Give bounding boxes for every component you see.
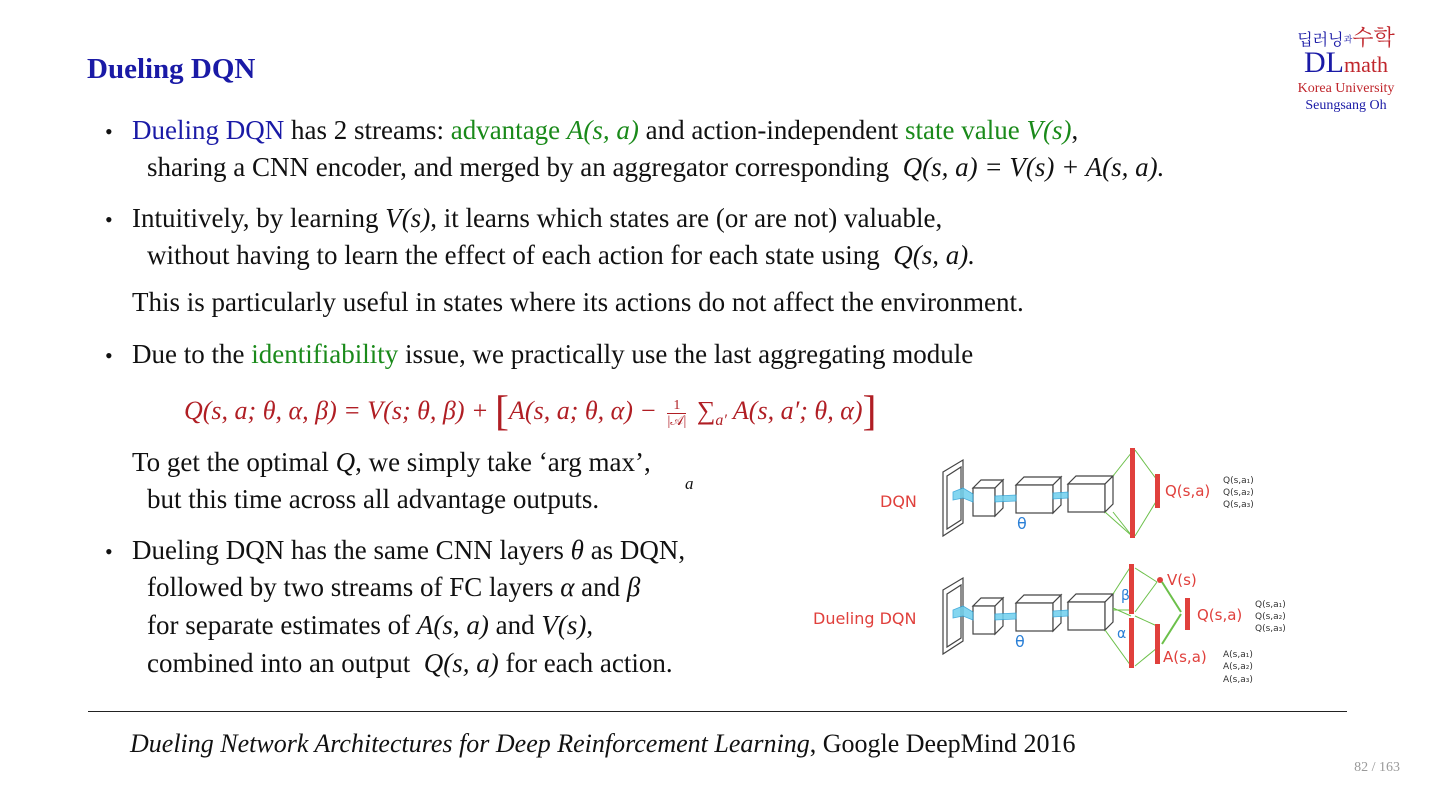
- dqn-q-outputs: [1223, 476, 1254, 510]
- math-symbol: V(s): [385, 203, 431, 233]
- dqn-fc-line: [1113, 512, 1132, 536]
- dueling-dqn-label: Dueling DQN: [813, 609, 917, 628]
- text-span: Intuitively, by learning: [132, 203, 386, 233]
- citation-paper-title: Dueling Network Architectures for Deep Reinforcement Learning: [130, 729, 810, 758]
- advantage-term: advantage: [450, 115, 567, 145]
- text-span: combined into an output: [147, 648, 417, 678]
- formula-advantage: A(s, a; θ, α) −: [509, 396, 664, 425]
- bracket-close: ]: [862, 389, 877, 435]
- text-span: and: [574, 572, 627, 602]
- advantage-label: A(s,a): [1163, 648, 1207, 666]
- bullet4-line4: [147, 645, 673, 682]
- value-label: V(s): [1167, 571, 1197, 589]
- logo-university: Korea University: [1297, 80, 1395, 96]
- beta-label: β: [1121, 588, 1130, 604]
- dqn-fc-line: [1105, 512, 1132, 536]
- logo-author: Seungsang Oh: [1305, 97, 1387, 113]
- bullet-dot: •: [105, 539, 113, 564]
- dueling-q-layer: [1185, 598, 1190, 630]
- advantage-symbol: A(s, a): [566, 115, 639, 145]
- aggregator-formula: Q(s, a) = V(s) + A(s, a).: [902, 152, 1165, 182]
- bullet4-line3: [147, 607, 593, 644]
- dqn-q-output: Q(s,a₂): [1223, 488, 1254, 498]
- dqn-label: DQN: [880, 492, 917, 511]
- advantage-output-layer: [1155, 624, 1160, 664]
- formula-left: Q(s, a; θ, α, β) = V(s; θ, β) +: [184, 396, 496, 425]
- text-span: and: [488, 610, 542, 640]
- text-span: for each action.: [498, 648, 673, 678]
- bullet2-line1: [132, 200, 942, 237]
- text-span: but this time across all advantage outputs.: [147, 484, 600, 514]
- text-span: followed by two streams of FC layers: [147, 572, 561, 602]
- math-symbol: Q: [335, 447, 356, 477]
- advantage-stream-fc-layer: [1129, 618, 1134, 668]
- bullet-dot: •: [105, 207, 113, 232]
- text-span: for separate estimates of: [147, 610, 417, 640]
- dqn-out-line: [1135, 500, 1157, 536]
- fraction-denominator: |𝒜|: [667, 413, 687, 429]
- alpha-label: α: [1117, 626, 1127, 642]
- bullet1-line2: [147, 149, 1164, 186]
- text-span: has 2 streams:: [284, 115, 451, 145]
- math-symbol: A(s, a): [416, 610, 489, 640]
- text-span: Due to the: [132, 339, 252, 369]
- dqn-fc-layer: [1130, 448, 1135, 538]
- bullet3-line3: [132, 444, 651, 481]
- dueling-q-outputs: [1255, 600, 1286, 634]
- identifiability-term: identifiability: [251, 339, 399, 369]
- bullet-dot: •: [105, 119, 113, 144]
- dueling-q-output: Q(s,a₁): [1255, 600, 1286, 610]
- text-span: , we simply take ‘arg max’,: [355, 447, 651, 477]
- bullet-dot: •: [105, 343, 113, 368]
- dueling-dqn-term: Dueling DQN: [132, 115, 285, 145]
- bullet3-line1: [132, 336, 973, 373]
- text-span: without having to learn the effect of each action for each state using: [147, 240, 880, 270]
- bullet2-line2: [147, 237, 975, 274]
- logo-korean-right: 수학: [1352, 26, 1395, 51]
- dqn-fc-line: [1113, 452, 1132, 476]
- aggregation-formula: [184, 388, 877, 436]
- formula-sum: ∑: [690, 396, 716, 425]
- text-span: issue, we practically use the last aggregating module: [398, 339, 974, 369]
- slide-title: Dueling DQN: [87, 53, 256, 85]
- math-symbol: θ: [570, 535, 584, 565]
- page-number: 82 / 163: [1354, 760, 1400, 775]
- dlmath-logo: [1286, 26, 1406, 114]
- text-span: as DQN,: [583, 535, 686, 565]
- text-span: To get the optimal: [132, 447, 336, 477]
- math-symbol: V(s): [541, 610, 587, 640]
- dqn-q-label: Q(s,a): [1165, 482, 1211, 500]
- dqn-q-output: Q(s,a₃): [1223, 500, 1254, 510]
- footnote-marker: a: [685, 474, 694, 493]
- math-symbol: Q(s, a).: [893, 240, 975, 270]
- bullet4-line1: [132, 532, 685, 569]
- formula-advantage-sum: A(s, a′; θ, α): [726, 396, 863, 425]
- citation-source: , Google DeepMind 2016: [809, 729, 1076, 758]
- logo-dl: DL: [1304, 45, 1344, 79]
- text-span: , it learns which states are (or are not) valuable,: [430, 203, 943, 233]
- dqn-out-line: [1135, 450, 1157, 480]
- logo-math: math: [1344, 51, 1388, 77]
- fraction-numerator: 1: [667, 398, 686, 414]
- dueling-q-output: Q(s,a₂): [1255, 612, 1286, 622]
- bullet4-line2: [147, 569, 640, 606]
- math-symbol: Q(s, a): [423, 648, 499, 678]
- dueling-a-output: A(s,a₃): [1223, 675, 1253, 685]
- dqn-q-output: Q(s,a₁): [1223, 476, 1254, 486]
- logo-korean-mid: 과: [1343, 35, 1353, 46]
- bracket-open: [: [495, 389, 510, 435]
- math-symbol: β: [626, 572, 641, 602]
- dueling-q-output: Q(s,a₃): [1255, 624, 1286, 634]
- text-span: ,: [1071, 115, 1079, 145]
- dueling-a-outputs: [1223, 650, 1253, 685]
- bullet1-line1: [132, 112, 1078, 149]
- logo-dlmath: [1286, 45, 1406, 80]
- citation: [130, 729, 1075, 759]
- state-value-term: state value: [905, 115, 1027, 145]
- dueling-theta-label: θ: [1015, 632, 1025, 651]
- footer-divider: [88, 711, 1347, 712]
- text-span: ,: [586, 610, 594, 640]
- text-span: sharing a CNN encoder, and merged by an aggregator corresponding: [147, 152, 890, 182]
- formula-sum-index: a′: [715, 412, 727, 430]
- logo-korean-left: 딥러닝: [1297, 30, 1344, 49]
- dueling-q-label: Q(s,a): [1197, 606, 1243, 624]
- dqn-architecture-figure: [805, 440, 1325, 695]
- bullet3-line4: [147, 481, 599, 518]
- text-span: and action-independent: [638, 115, 906, 145]
- math-symbol: α: [560, 572, 575, 602]
- formula-fraction: [667, 398, 686, 429]
- dqn-theta-label: θ: [1017, 514, 1027, 533]
- dueling-a-output: A(s,a₁): [1223, 650, 1253, 660]
- merge-lines: [1162, 582, 1181, 644]
- state-value-symbol: V(s): [1026, 115, 1072, 145]
- dueling-a-output: A(s,a₂): [1223, 662, 1253, 672]
- dqn-q-layer: [1155, 474, 1160, 508]
- text-span: Dueling DQN has the same CNN layers: [132, 535, 571, 565]
- bullet2-line3: This is particularly useful in states where its actions do not affect the environment.: [132, 287, 1024, 317]
